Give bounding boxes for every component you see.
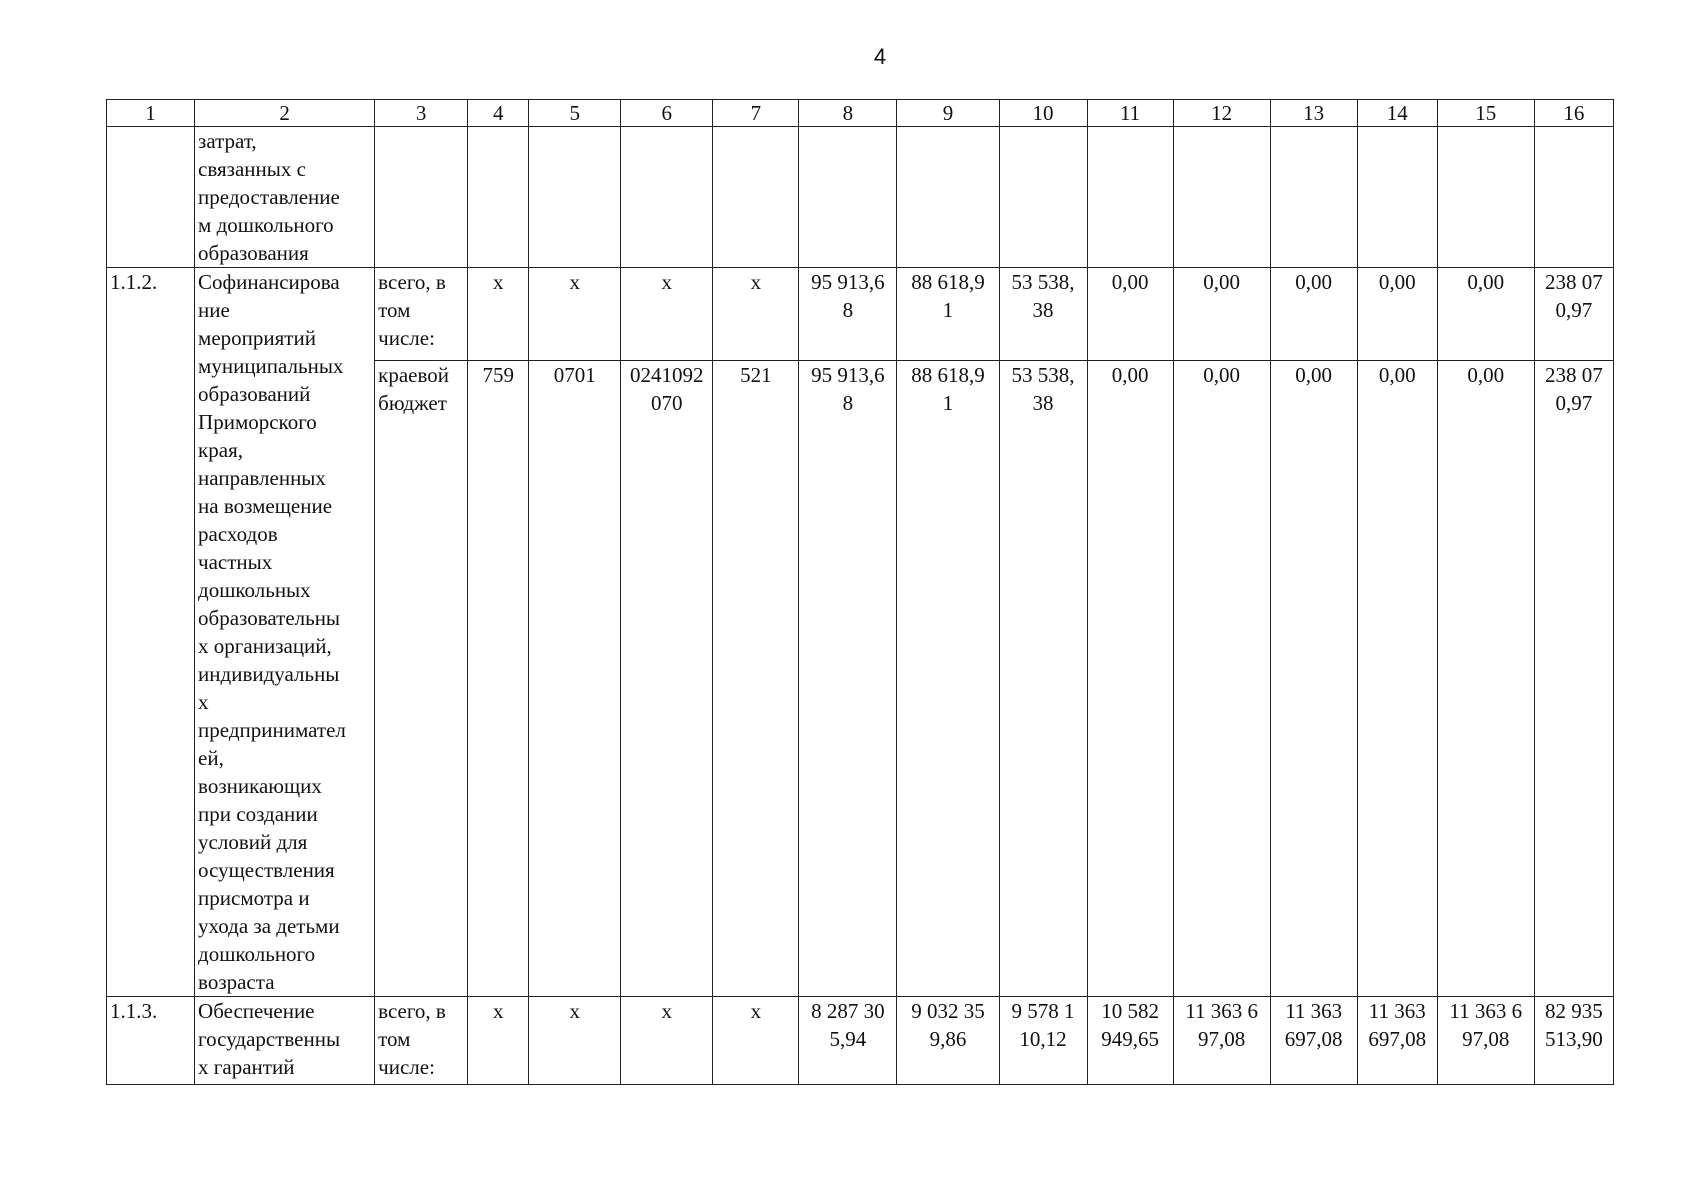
cell-year-value: 95 913,6 8 (799, 268, 897, 361)
cell-year-value: 11 363 6 97,08 (1173, 997, 1270, 1085)
item-number: 1.1.3. (107, 997, 195, 1085)
table-header-row (107, 100, 1614, 127)
column-number: 5 (529, 100, 621, 127)
column-number: 2 (195, 100, 375, 127)
column-number: 13 (1270, 100, 1357, 127)
cell-expense-type: x (713, 997, 799, 1085)
cell-year-value: 9 032 35 9,86 (897, 997, 999, 1085)
funding-source: краевой бюджет (375, 361, 468, 997)
cell-section: x (529, 997, 621, 1085)
funding-source: всего, в том числе: (375, 997, 468, 1085)
cell-total-value: 82 935 513,90 (1534, 997, 1613, 1085)
cell-year-value: 0,00 (1357, 361, 1437, 997)
cell-year-value: 53 538, 38 (999, 268, 1087, 361)
budget-table (106, 99, 1614, 1085)
item-name: Софинансирова ние мероприятий муниципальных образований Приморского края, направленных на возмещение расходов частных дошкольных образовательны х организаций, индивидуальны х предпринимател ей, возникающих при создании условий для осуществления присмотра и ухода за детьми дошкольного возраста (195, 268, 375, 997)
column-number: 1 (107, 100, 195, 127)
cell-year-value: 11 363 697,08 (1270, 997, 1357, 1085)
cell-year-value: 10 582 949,65 (1087, 997, 1173, 1085)
column-number: 12 (1173, 100, 1270, 127)
cell-year-value: 0,00 (1270, 361, 1357, 997)
item-name: Обеспечение государственны х гарантий (195, 997, 375, 1085)
cell-year-value: 0,00 (1173, 268, 1270, 361)
column-number: 10 (999, 100, 1087, 127)
column-number: 15 (1437, 100, 1534, 127)
column-number: 6 (621, 100, 713, 127)
cell-year-value: 11 363 697,08 (1357, 997, 1437, 1085)
column-number: 16 (1534, 100, 1613, 127)
column-number: 3 (375, 100, 468, 127)
cell-total-value: 238 07 0,97 (1534, 268, 1613, 361)
column-number: 7 (713, 100, 799, 127)
funding-source: всего, в том числе: (375, 268, 468, 361)
cell-year-value: 0,00 (1173, 361, 1270, 997)
cell-year-value: 0,00 (1437, 361, 1534, 997)
cell-grbs: 759 (468, 361, 529, 997)
column-number: 11 (1087, 100, 1173, 127)
cell-year-value: 8 287 30 5,94 (799, 997, 897, 1085)
cell-year-value: 88 618,9 1 (897, 361, 999, 997)
cell-grbs: x (468, 268, 529, 361)
item-number: 1.1.2. (107, 268, 195, 997)
column-number: 4 (468, 100, 529, 127)
cell-year-value: 0,00 (1087, 268, 1173, 361)
cell-target: x (621, 268, 713, 361)
cell-year-value: 0,00 (1437, 268, 1534, 361)
cell-target: 0241092 070 (621, 361, 713, 997)
table-row-1-1-3 (107, 997, 1614, 1085)
cell-year-value: 53 538, 38 (999, 361, 1087, 997)
page-number: 4 (873, 44, 887, 69)
cell-grbs: x (468, 997, 529, 1085)
cell-year-value: 0,00 (1270, 268, 1357, 361)
cell-year-value: 9 578 1 10,12 (999, 997, 1087, 1085)
cell-section: 0701 (529, 361, 621, 997)
table-row-1-1-2-total (107, 268, 1614, 361)
cell-expense-type: x (713, 268, 799, 361)
column-number: 9 (897, 100, 999, 127)
cell-year-value: 88 618,9 1 (897, 268, 999, 361)
cell-year-value: 95 913,6 8 (799, 361, 897, 997)
cell-target: x (621, 997, 713, 1085)
column-number: 8 (799, 100, 897, 127)
column-number: 14 (1357, 100, 1437, 127)
table-row-continuation (107, 127, 1614, 268)
cell-year-value: 0,00 (1357, 268, 1437, 361)
cell-total-value: 238 07 0,97 (1534, 361, 1613, 997)
cell-year-value: 11 363 6 97,08 (1437, 997, 1534, 1085)
item-name: затрат, связанных с предоставление м дошкольного образования (195, 127, 375, 268)
cell-section: x (529, 268, 621, 361)
cell-expense-type: 521 (713, 361, 799, 997)
cell-year-value: 0,00 (1087, 361, 1173, 997)
